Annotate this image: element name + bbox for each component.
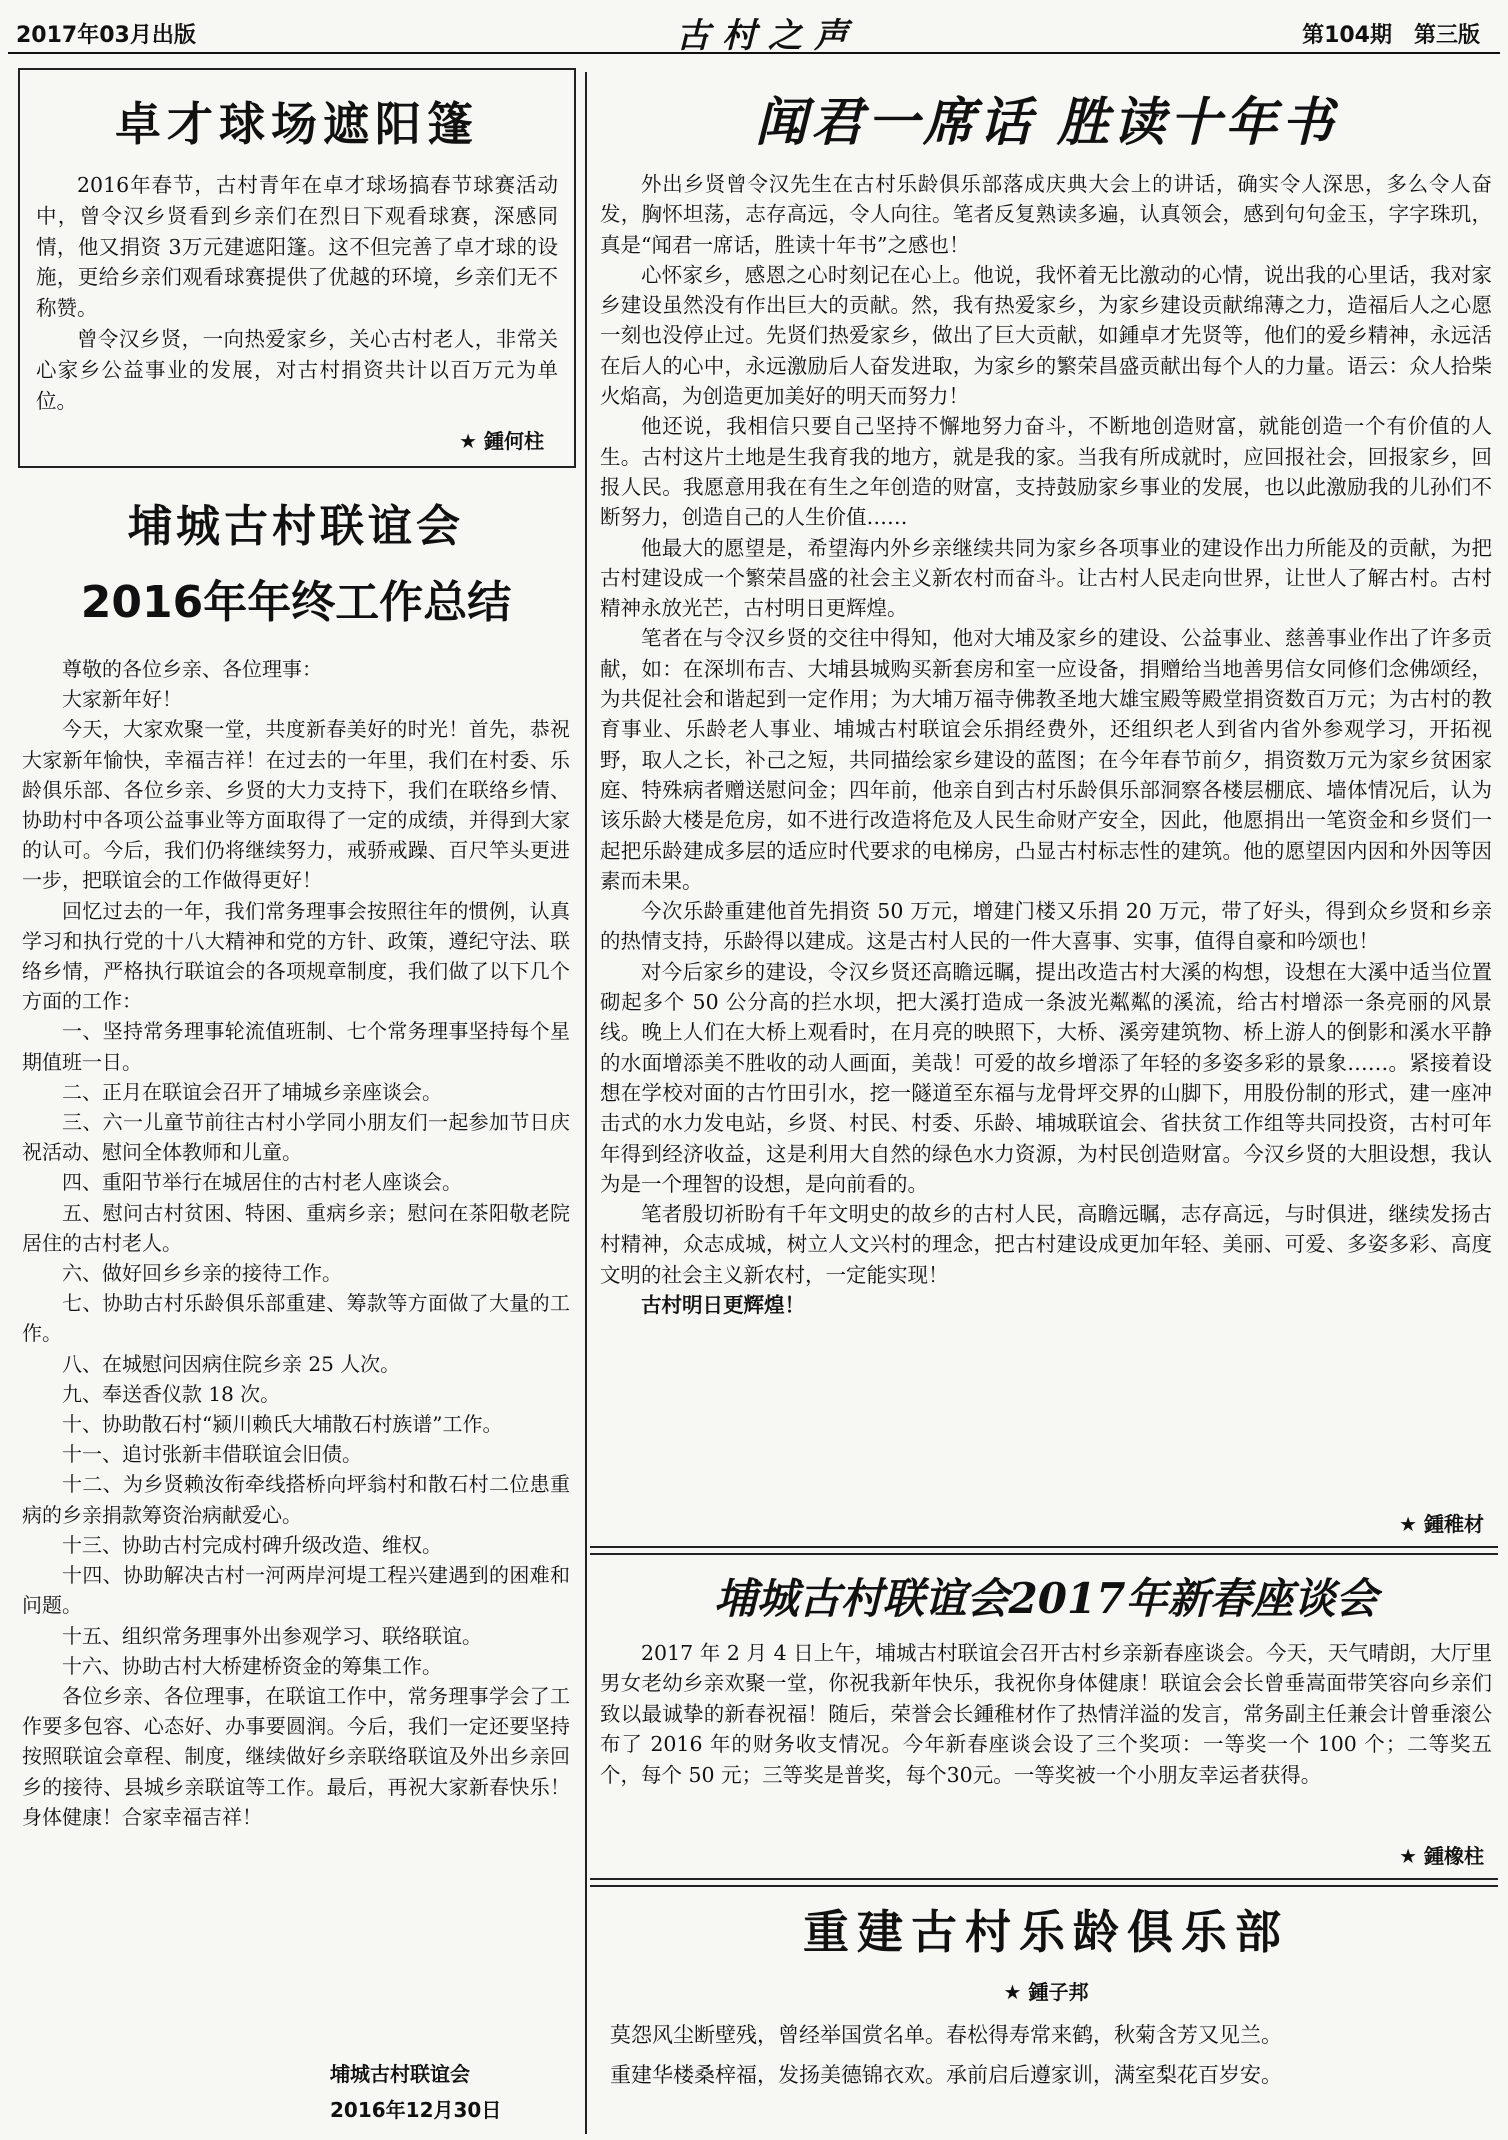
article-author: ★ 鍾橡柱 bbox=[1399, 1844, 1484, 1868]
paragraph: 回忆过去的一年，我们常务理事会按照往年的惯例，认真学习和执行党的十八大精神和党的方针、政策，遵纪守法、联络乡情，严格执行联谊会的各项规章制度，我们做了以下几个方面的工作： bbox=[22, 898, 570, 1014]
paragraph: 2017 年 2 月 4 日上午，埔城古村联谊会召开古村乡亲新春座谈会。今天，天气晴朗，大厅里男女老幼乡亲欢聚一堂，你祝我新年快乐，我祝你身体健康！联谊会会长曾垂嵩面带笑容向乡亲们致以最诚挚的新春祝福！随后，荣誉会长鍾稚材作了热情洋溢的发言，常务副主任兼会计曾垂滚公布了 2016 年的财务收支情况。今年新春座谈会设了三个奖项：一等奖一个 100 个；二等奖五个，每个 50 元；三等奖是普奖，每个30元。一等奖被一个小朋友幸运者获得。 bbox=[600, 1641, 1492, 1787]
list-item: 六、做好回乡乡亲的接待工作。 bbox=[62, 1261, 342, 1286]
list-item: 一、坚持常务理事轮流值班制、七个常务理事坚持每个星期值班一日。 bbox=[22, 1019, 570, 1074]
article-title-line2: 2016年年终工作总结 bbox=[80, 577, 512, 628]
list-item: 十三、协助古村完成村碑升级改造、维权。 bbox=[62, 1532, 442, 1557]
list-item: 二、正月在联谊会召开了埔城乡亲座谈会。 bbox=[62, 1079, 442, 1104]
paragraph: 曾令汉乡贤，一向热爱家乡，关心古村老人，非常关心家乡公益事业的发展，对古村捐资共计以百万元为单位。 bbox=[36, 326, 558, 413]
article-author: ★ 鍾何柱 bbox=[459, 429, 544, 453]
signature-date: 2016年12月30日 bbox=[330, 2098, 502, 2122]
list-item: 十一、追讨张新丰借联谊会旧债。 bbox=[62, 1442, 362, 1467]
list-item: 十二、为乡贤赖汝衔牵线搭桥向坪翁村和散石村二位患重病的乡亲捐款筹资治病献爱心。 bbox=[22, 1472, 570, 1527]
article-title-line1: 埔城古村联谊会 bbox=[128, 501, 464, 552]
paragraph: 笔者在与令汉乡贤的交往中得知，他对大埔及家乡的建设、公益事业、慈善事业作出了许多贡献，如：在深圳布吉、大埔县城购买新套房和室一应设备，捐赠给当地善男信女同修们念佛颂经，为共促社会和谐起到一定作用；为大埔万福寺佛教圣地大雄宝殿等殿堂捐资数百万元；为古村的教育事业、乐龄老人事业、埔城古村联谊会乐捐经费外，还组织老人到省内省外参观学习，开拓视野，取人之长，补己之短，共同描绘家乡建设的蓝图；在今年春节前夕，捐资数万元为家乡贫困家庭、特殊病者赠送慰问金；四年前，他亲自到古村乐龄俱乐部洞察各楼层棚底、墙体情况后，认为该乐龄大楼是危房，如不进行改造将危及人民生命财产安全，因此，他愿捐出一笔资金和乡贤们一起把乐龄建成多层的适应时代要求的电梯房，凸显古村标志性的建筑。他的愿望因内因和外因等因素而未果。 bbox=[600, 626, 1492, 893]
list-item: 四、重阳节举行在城居住的古村老人座谈会。 bbox=[62, 1170, 462, 1195]
list-item: 三、六一儿童节前往古村小学同小朋友们一起参加节日庆祝活动、慰问全体教师和儿童。 bbox=[22, 1110, 570, 1165]
list-item: 七、协助古村乐龄俱乐部重建、筹款等方面做了大量的工作。 bbox=[22, 1291, 570, 1346]
paragraph: 2016年春节，古村青年在卓才球场搞春节球赛活动中，曾令汉乡贤看到乡亲们在烈日下观看球赛，深感同情，他又捐资 3万元建遮阳篷。这不但完善了卓才球的设施，更给乡亲们观看球赛提供了优越的环境，乡亲们无不称赞。 bbox=[36, 173, 558, 321]
poem-line: 莫怨风尘断壁残，曾经举国赏名单。春松得寿常来鹤，秋菊含芳又见兰。 bbox=[610, 2023, 1282, 2047]
issue-date: 2017年03月出版 bbox=[16, 23, 196, 48]
list-item: 五、慰问古村贫困、特困、重病乡亲；慰问在茶阳敬老院居住的古村老人。 bbox=[22, 1200, 570, 1255]
paragraph: 心怀家乡，感恩之心时刻记在心上。他说，我怀着无比激动的心情，说出我的心里话，我对家乡建设虽然没有作出巨大的贡献。然，我有热爱家乡，为家乡建设贡献绵薄之力，造福后人之心愿一刻也没停止过。先贤们热爱家乡，做出了巨大贡献，如鍾卓才先贤等，他们的爱乡精神，永远活在后人的心中，永远激励后人奋发进取，为家乡的繁荣昌盛贡献出每个人的力量。语云：众人拾柴火焰高，为创造更加美好的明天而努力！ bbox=[600, 262, 1492, 409]
list-item: 八、在城慰问因病住院乡亲 25 人次。 bbox=[62, 1351, 401, 1376]
column-divider bbox=[585, 72, 587, 2134]
article-title: 闻君一席话 胜读十年书 bbox=[754, 92, 1338, 153]
list-item: 十六、协助古村大桥建桥资金的筹集工作。 bbox=[62, 1653, 442, 1678]
article-body bbox=[600, 169, 1492, 1320]
list-item: 十四、协助解决古村一河两岸河堤工程兴建遇到的困难和问题。 bbox=[22, 1563, 570, 1618]
paragraph: 今次乐龄重建他首先捐资 50 万元，增建门楼又乐捐 20 万元，带了好头，得到众乡贤和乡亲的热情支持，乐龄得以建成。这是古村人民的一件大喜事、实事，值得自豪和吟颂也！ bbox=[600, 899, 1492, 954]
article-body bbox=[600, 1638, 1492, 1790]
newspaper-header bbox=[8, 0, 1500, 54]
list-item: 十、协助散石村“颍川赖氏大埔散石村族谱”工作。 bbox=[62, 1412, 503, 1437]
article-spring-forum bbox=[600, 1566, 1492, 1790]
paragraph: 外出乡贤曾令汉先生在古村乐龄俱乐部落成庆典大会上的讲话，确实令人深思，多么令人奋发，胸怀坦荡，志存高远，令人向往。笔者反复熟读多遍，认真领会，感到句句金玉，字字珠玑，真是“闻君一席话，胜读十年书”之感也！ bbox=[600, 172, 1492, 257]
paragraph: 今天，大家欢聚一堂，共度新春美好的时光！首先，恭祝大家新年愉快，幸福吉祥！在过去的一年里，我们在村委、乐龄俱乐部、各位乡亲、乡贤的大力支持下，我们在联络乡情、协助村中各项公益事业等方面取得了一定的成绩，并得到大家的认可。今后，我们仍将继续努力，戒骄戒躁、百尺竿头更进一步，把联谊会的工作做得更好！ bbox=[22, 717, 570, 893]
article-title: 埔城古村联谊会2017年新春座谈会 bbox=[714, 1574, 1378, 1623]
issue-page: 第104期 第三版 bbox=[1302, 23, 1480, 48]
signature-org: 埔城古村联谊会 bbox=[330, 2062, 470, 2086]
paragraph: 各位乡亲、各位理事，在联谊工作中，常务理事学会了工作要多包容、心态好、办事要圆润。今后，我们一定还要坚持按照联谊会章程、制度，继续做好乡亲联络联谊及外出乡亲回乡的接待、县城乡亲联谊等工作。最后，再祝大家新春快乐！身体健康！合家幸福吉祥！ bbox=[22, 1683, 570, 1829]
poem-line: 重建华楼桑梓福，发扬美德锦衣欢。承前启后遵家训，满室梨花百岁安。 bbox=[610, 2063, 1282, 2087]
article-author: ★ 鍾稚材 bbox=[1399, 1512, 1484, 1536]
paragraph: 笔者殷切祈盼有千年文明史的故乡的古村人民，高瞻远瞩，志存高远，与时俱进，继续发扬古村精神，众志成城，树立人文兴村的理念，把古村建设成更加年轻、美丽、可爱、多姿多彩、高度文明的社会主义新农村，一定能实现！ bbox=[600, 1202, 1492, 1287]
poem-author: ★ 鍾子邦 bbox=[1003, 1980, 1089, 2004]
paragraph: 他最大的愿望是，希望海内外乡亲继续共同为家乡各项事业的建设作出力所能及的贡献，为把古村建设成一个繁荣昌盛的社会主义新农村而奋斗。让古村人民走向世界，让世人了解古村。古村精神永放光芒，古村明日更辉煌。 bbox=[600, 535, 1492, 621]
article-body bbox=[20, 154, 574, 416]
newspaper-name: 古村之声 bbox=[676, 16, 860, 56]
article-poem bbox=[600, 1896, 1492, 2095]
poem-body bbox=[600, 2015, 1492, 2095]
paragraph: 对今后家乡的建设，令汉乡贤还高瞻远瞩，提出改造古村大溪的构想，设想在大溪中适当位置砌起多个 50 公分高的拦水坝，把大溪打造成一条波光粼粼的溪流，给古村增添一条亮丽的风景线。晚上人们在大桥上观看时，在月亮的映照下，大桥、溪旁建筑物、桥上游人的倒影和溪水平静的水面增添美不胜收的动人画面，美哉！可爱的故乡增添了年轻的多姿多彩的景象……。紧接着设想在学校对面的古竹田引水，挖一隧道至东福与龙骨坪交界的山脚下，用股份制的形式，建一座冲击式的水力发电站，乡贤、村民、村委、乐龄、埔城联谊会、省扶贫工作组等共同投资，古村可年年得到经济收益，这是利用大自然的绿色水力资源，为村民创造财富。今汉乡贤的大胆设想，我认为是一个理智的设想，是向前看的。 bbox=[600, 959, 1492, 1196]
closing-line: 古村明日更辉煌！ bbox=[641, 1292, 805, 1317]
list-item: 九、奉送香仪款 18 次。 bbox=[62, 1381, 281, 1406]
section-divider bbox=[590, 1878, 1498, 1887]
article-one-talk bbox=[600, 80, 1492, 1320]
article-body bbox=[18, 654, 574, 1832]
list-item: 十五、组织常务理事外出参观学习、联络联谊。 bbox=[62, 1623, 482, 1648]
greeting: 大家新年好！ bbox=[62, 687, 182, 712]
salutation: 尊敬的各位乡亲、各位理事： bbox=[62, 657, 322, 681]
paragraph: 他还说，我相信只要自己坚持不懈地努力奋斗，不断地创造财富，就能创造一个有价值的人生。古村这片土地是生我育我的地方，就是我的家。当我有所成就时，应回报社会，回报家乡，回报人民。我愿意用我在有生之年创造的财富，支持鼓励家乡事业的发展，也以此激励我的儿孙们不断努力，创造自己的人生价值…… bbox=[600, 414, 1492, 530]
section-divider bbox=[590, 1546, 1498, 1555]
article-title: 重建古村乐龄俱乐部 bbox=[803, 1905, 1289, 1959]
article-title: 卓才球场遮阳篷 bbox=[115, 97, 479, 151]
article-annual-summary bbox=[18, 490, 574, 1832]
article-shade-canopy bbox=[18, 68, 576, 468]
